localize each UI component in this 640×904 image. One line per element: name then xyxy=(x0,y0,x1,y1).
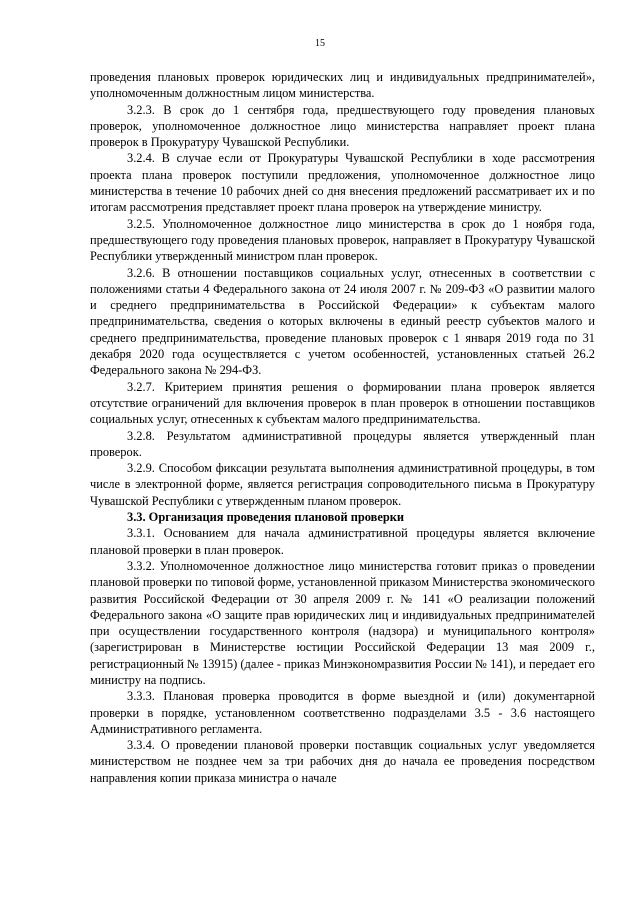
paragraph-3-2-3: 3.2.3. В срок до 1 сентября года, предшествующего году проведения плановых проверок, уполномоченное должностное лицо министерства направляет проект плана проверок в Прокуратуру Чувашской Республики. xyxy=(90,102,595,150)
paragraph-3-2-9: 3.2.9. Способом фиксации результата выполнения административной процедуры, в том числе в электронной форме, является регистрация сопроводительного письма в Прокуратуру Чувашской Республики с утвержденным планом проверок. xyxy=(90,461,595,508)
paragraph-3-2-4: 3.2.4. В случае если от Прокуратуры Чувашской Республики в ходе рассмотрения проекта плана проверок поступили предложения, уполномоченное должностное лицо министерства в течение 10 рабочих дней со дня внесения предложений рассматривает их и по итогам рассмотрения представляет проект плана проверок на утверждение министру. xyxy=(90,151,595,215)
paragraph-3-3-1: 3.3.1. Основанием для начала административной процедуры является включение плановой проверки в план проверок. xyxy=(90,526,595,557)
paragraph-continuation: проведения плановых проверок юридических лиц и индивидуальных предпринимателей», уполномоченным должностным лицом министерства. xyxy=(90,70,595,101)
paragraph-3-3-4: 3.3.4. О проведении плановой проверки поставщик социальных услуг уведомляется министерством не позднее чем за три рабочих дня до начала ее проведения посредством направления копии приказа министра о начале xyxy=(90,738,595,785)
paragraph-3-2-5: 3.2.5. Уполномоченное должностное лицо министерства в срок до 1 ноября года, предшествующего году проведения плановых проверок, направляет в Прокуратуру Чувашской Республики утвержденный министром план проверок. xyxy=(90,216,595,264)
paragraph-3-3-2: 3.3.2. Уполномоченное должностное лицо министерства готовит приказ о проведении плановой проверки по типовой форме, установленной приказом Министерства экономического развития Российской Федерации от 30 апреля 2009 г. № 141 «О реализации положений Федерального закона «О защите прав юридических лиц и индивидуальных предпринимателей при осуществлении государственного контроля (надзора) и муниципального контроля» (зарегистрирован в Министерстве юстиции Российской Федерации 13 мая 2009 г., регистрационный № 13915) (далее - приказ Минэкономразвития России № 141), и передает его министру на подпись. xyxy=(90,558,595,687)
section-heading-3-3: 3.3. Организация проведения плановой проверки xyxy=(127,510,404,525)
paragraph-3-2-7: 3.2.7. Критерием принятия решения о формировании плана проверок является отсутствие ограничений для включения проверок в план проверок в отношении поставщиков социальных услуг, отнесенных к субъектам малого предпринимательства. xyxy=(90,379,595,427)
paragraph-3-2-8: 3.2.8. Результатом административной процедуры является утвержденный план проверок. xyxy=(90,428,595,459)
paragraph-3-3-3: 3.3.3. Плановая проверка проводится в форме выездной и (или) документарной проверки в порядке, установленном соответственно подразделами 3.5 - 3.6 настоящего Административного регламента. xyxy=(90,689,595,736)
page-number: 15 xyxy=(315,38,325,49)
document-body xyxy=(90,69,595,786)
paragraph-3-2-6: 3.2.6. В отношении поставщиков социальных услуг, отнесенных в соответствии с положениями статьи 4 Федерального закона от 24 июля 2007 г. № 209-ФЗ «О развитии малого и среднего предпринимательства в Российской Федерации» к субъектам малого предпринимательства, сведения о которых включены в единый реестр субъектов малого и среднего предпринимательства, проведение плановых проверок с 1 января 2019 года по 31 декабря 2020 года осуществляется с учетом особенностей, установленных статьей 26.2 Федерального закона № 294-ФЗ. xyxy=(90,265,595,378)
